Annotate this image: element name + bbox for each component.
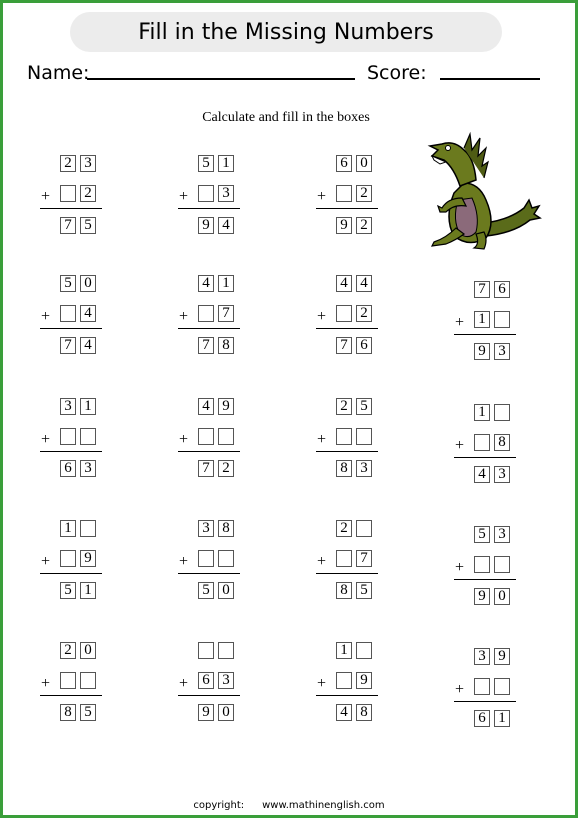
addition-problem [454, 404, 534, 494]
bottom-number-digit-box[interactable] [336, 185, 352, 202]
result-digit-box: 9 [198, 217, 214, 234]
result-digit-box: 3 [494, 466, 510, 483]
result-digit-box: 0 [218, 704, 234, 721]
result-digit-box: 8 [60, 704, 76, 721]
result-digit-box: 9 [336, 217, 352, 234]
bottom-number-digit-box[interactable] [60, 672, 76, 689]
addition-problem [316, 642, 396, 732]
addition-problem [454, 526, 534, 616]
sum-line [178, 573, 240, 574]
copyright-label: copyright: [193, 800, 245, 811]
plus-sign: + [179, 675, 189, 692]
result-digit-box: 0 [218, 582, 234, 599]
plus-sign: + [179, 308, 189, 325]
bottom-number-digit-box[interactable] [474, 434, 490, 451]
top-number-digit-box: 1 [80, 398, 96, 415]
plus-sign: + [317, 553, 327, 570]
result-digit-box: 7 [198, 460, 214, 477]
addition-problem [316, 398, 396, 488]
addition-problem [40, 398, 120, 488]
result-digit-box: 4 [80, 337, 96, 354]
top-number-digit-box: 4 [198, 275, 214, 292]
plus-sign: + [317, 675, 327, 692]
sum-line [316, 328, 378, 329]
result-digit-box: 5 [80, 704, 96, 721]
result-digit-box: 0 [494, 588, 510, 605]
name-label: Name: [27, 62, 90, 84]
result-digit-box: 2 [218, 460, 234, 477]
bottom-number-digit-box[interactable] [198, 550, 214, 567]
bottom-number-digit-box: 6 [198, 672, 214, 689]
result-digit-box: 7 [60, 337, 76, 354]
result-digit-box: 3 [356, 460, 372, 477]
dragon-icon [430, 134, 540, 249]
bottom-number-digit-box[interactable] [60, 550, 76, 567]
top-number-digit-box: 0 [80, 275, 96, 292]
bottom-number-digit-box[interactable] [198, 428, 214, 445]
addition-problem [316, 155, 396, 245]
plus-sign: + [179, 553, 189, 570]
addition-problem [178, 275, 258, 365]
plus-sign: + [455, 559, 465, 576]
bottom-number-digit-box: 9 [356, 672, 372, 689]
top-number-digit-box[interactable] [356, 520, 372, 537]
addition-problem [454, 648, 534, 738]
sum-line [40, 695, 102, 696]
top-number-digit-box: 2 [60, 642, 76, 659]
addition-problem [178, 398, 258, 488]
result-digit-box: 6 [474, 710, 490, 727]
plus-sign: + [179, 431, 189, 448]
bottom-number-digit-box[interactable] [198, 305, 214, 322]
top-number-digit-box: 2 [336, 398, 352, 415]
top-number-digit-box[interactable] [218, 642, 234, 659]
top-number-digit-box: 5 [198, 155, 214, 172]
addition-problem [454, 281, 534, 371]
bottom-number-digit-box: 3 [218, 672, 234, 689]
top-number-digit-box: 4 [356, 275, 372, 292]
top-number-digit-box: 0 [356, 155, 372, 172]
score-label: Score: [367, 62, 427, 84]
result-digit-box: 9 [474, 588, 490, 605]
bottom-number-digit-box: 4 [80, 305, 96, 322]
sum-line [178, 451, 240, 452]
result-digit-box: 8 [336, 582, 352, 599]
result-digit-box: 9 [198, 704, 214, 721]
bottom-number-digit-box[interactable] [60, 305, 76, 322]
sum-line [178, 208, 240, 209]
sum-line [316, 208, 378, 209]
result-digit-box: 8 [218, 337, 234, 354]
result-digit-box: 8 [356, 704, 372, 721]
sum-line [316, 573, 378, 574]
result-digit-box: 3 [494, 343, 510, 360]
addition-problem [40, 155, 120, 245]
result-digit-box: 8 [336, 460, 352, 477]
bottom-number-digit-box: 2 [356, 185, 372, 202]
result-digit-box: 4 [336, 704, 352, 721]
result-digit-box: 3 [80, 460, 96, 477]
top-number-digit-box: 6 [494, 281, 510, 298]
bottom-number-digit-box: 2 [80, 185, 96, 202]
result-digit-box: 5 [356, 582, 372, 599]
top-number-digit-box: 3 [198, 520, 214, 537]
result-digit-box: 4 [474, 466, 490, 483]
addition-problem [178, 155, 258, 245]
plus-sign: + [179, 188, 189, 205]
bottom-number-digit-box: 9 [80, 550, 96, 567]
bottom-number-digit-box[interactable] [218, 428, 234, 445]
bottom-number-digit-box: 7 [356, 550, 372, 567]
sum-line [40, 208, 102, 209]
bottom-number-digit-box[interactable] [474, 556, 490, 573]
top-number-digit-box: 3 [80, 155, 96, 172]
addition-problem [178, 520, 258, 610]
sum-line [316, 695, 378, 696]
top-number-digit-box: 5 [474, 526, 490, 543]
result-digit-box: 5 [60, 582, 76, 599]
sum-line [40, 573, 102, 574]
result-digit-box: 1 [494, 710, 510, 727]
name-line[interactable] [87, 78, 355, 80]
bottom-number-digit-box: 1 [474, 311, 490, 328]
plus-sign: + [317, 308, 327, 325]
score-line[interactable] [440, 78, 540, 80]
plus-sign: + [41, 431, 51, 448]
dragon-illustration [424, 128, 542, 253]
bottom-number-digit-box: 8 [494, 434, 510, 451]
top-number-digit-box: 3 [60, 398, 76, 415]
bottom-number-digit-box[interactable] [60, 185, 76, 202]
top-number-digit-box: 7 [474, 281, 490, 298]
top-number-digit-box: 3 [474, 648, 490, 665]
top-number-digit-box: 1 [336, 642, 352, 659]
top-number-digit-box: 8 [218, 520, 234, 537]
bottom-number-digit-box[interactable] [356, 428, 372, 445]
bottom-number-digit-box[interactable] [336, 672, 352, 689]
plus-sign: + [455, 314, 465, 331]
top-number-digit-box[interactable] [198, 642, 214, 659]
bottom-number-digit-box[interactable] [336, 428, 352, 445]
result-digit-box: 7 [198, 337, 214, 354]
result-digit-box: 6 [60, 460, 76, 477]
bottom-number-digit-box: 3 [218, 185, 234, 202]
top-number-digit-box: 5 [60, 275, 76, 292]
sum-line [178, 695, 240, 696]
bottom-number-digit-box[interactable] [474, 678, 490, 695]
plus-sign: + [41, 188, 51, 205]
sum-line [316, 451, 378, 452]
addition-problem [40, 275, 120, 365]
top-number-digit-box: 1 [218, 275, 234, 292]
addition-problem [40, 642, 120, 732]
top-number-digit-box: 6 [336, 155, 352, 172]
page-title: Fill in the Missing Numbers [70, 12, 502, 52]
result-digit-box: 7 [336, 337, 352, 354]
plus-sign: + [41, 675, 51, 692]
addition-problem [40, 520, 120, 610]
sum-line [178, 328, 240, 329]
addition-problem [316, 275, 396, 365]
top-number-digit-box: 0 [80, 642, 96, 659]
bottom-number-digit-box[interactable] [198, 185, 214, 202]
plus-sign: + [41, 308, 51, 325]
sum-line [454, 579, 516, 580]
sum-line [454, 701, 516, 702]
top-number-digit-box: 2 [60, 155, 76, 172]
top-number-digit-box: 5 [356, 398, 372, 415]
top-number-digit-box: 9 [218, 398, 234, 415]
sum-line [454, 334, 516, 335]
plus-sign: + [455, 681, 465, 698]
plus-sign: + [41, 553, 51, 570]
addition-problem [316, 520, 396, 610]
top-number-digit-box[interactable] [80, 520, 96, 537]
bottom-number-digit-box: 2 [356, 305, 372, 322]
result-digit-box: 5 [198, 582, 214, 599]
result-digit-box: 1 [80, 582, 96, 599]
footer [0, 800, 578, 811]
bottom-number-digit-box[interactable] [494, 311, 510, 328]
bottom-number-digit-box[interactable] [218, 550, 234, 567]
top-number-digit-box[interactable] [356, 642, 372, 659]
sum-line [40, 328, 102, 329]
top-number-digit-box: 9 [494, 648, 510, 665]
result-digit-box: 9 [474, 343, 490, 360]
bottom-number-digit-box: 7 [218, 305, 234, 322]
result-digit-box: 6 [356, 337, 372, 354]
sum-line [40, 451, 102, 452]
top-number-digit-box: 2 [336, 520, 352, 537]
instruction-text: Calculate and fill in the boxes [202, 110, 370, 125]
bottom-number-digit-box[interactable] [336, 305, 352, 322]
plus-sign: + [317, 431, 327, 448]
bottom-number-digit-box[interactable] [60, 428, 76, 445]
top-number-digit-box: 4 [336, 275, 352, 292]
bottom-number-digit-box[interactable] [336, 550, 352, 567]
sum-line [454, 457, 516, 458]
top-number-digit-box: 1 [474, 404, 490, 421]
bottom-number-digit-box[interactable] [494, 678, 510, 695]
bottom-number-digit-box[interactable] [494, 556, 510, 573]
result-digit-box: 4 [218, 217, 234, 234]
bottom-number-digit-box[interactable] [80, 672, 96, 689]
top-number-digit-box[interactable] [494, 404, 510, 421]
bottom-number-digit-box[interactable] [80, 428, 96, 445]
top-number-digit-box: 4 [198, 398, 214, 415]
addition-problem [178, 642, 258, 732]
result-digit-box: 5 [80, 217, 96, 234]
result-digit-box: 7 [60, 217, 76, 234]
website-text: www.mathinenglish.com [262, 800, 385, 811]
result-digit-box: 2 [356, 217, 372, 234]
top-number-digit-box: 3 [494, 526, 510, 543]
top-number-digit-box: 1 [218, 155, 234, 172]
plus-sign: + [455, 437, 465, 454]
top-number-digit-box: 1 [60, 520, 76, 537]
plus-sign: + [317, 188, 327, 205]
